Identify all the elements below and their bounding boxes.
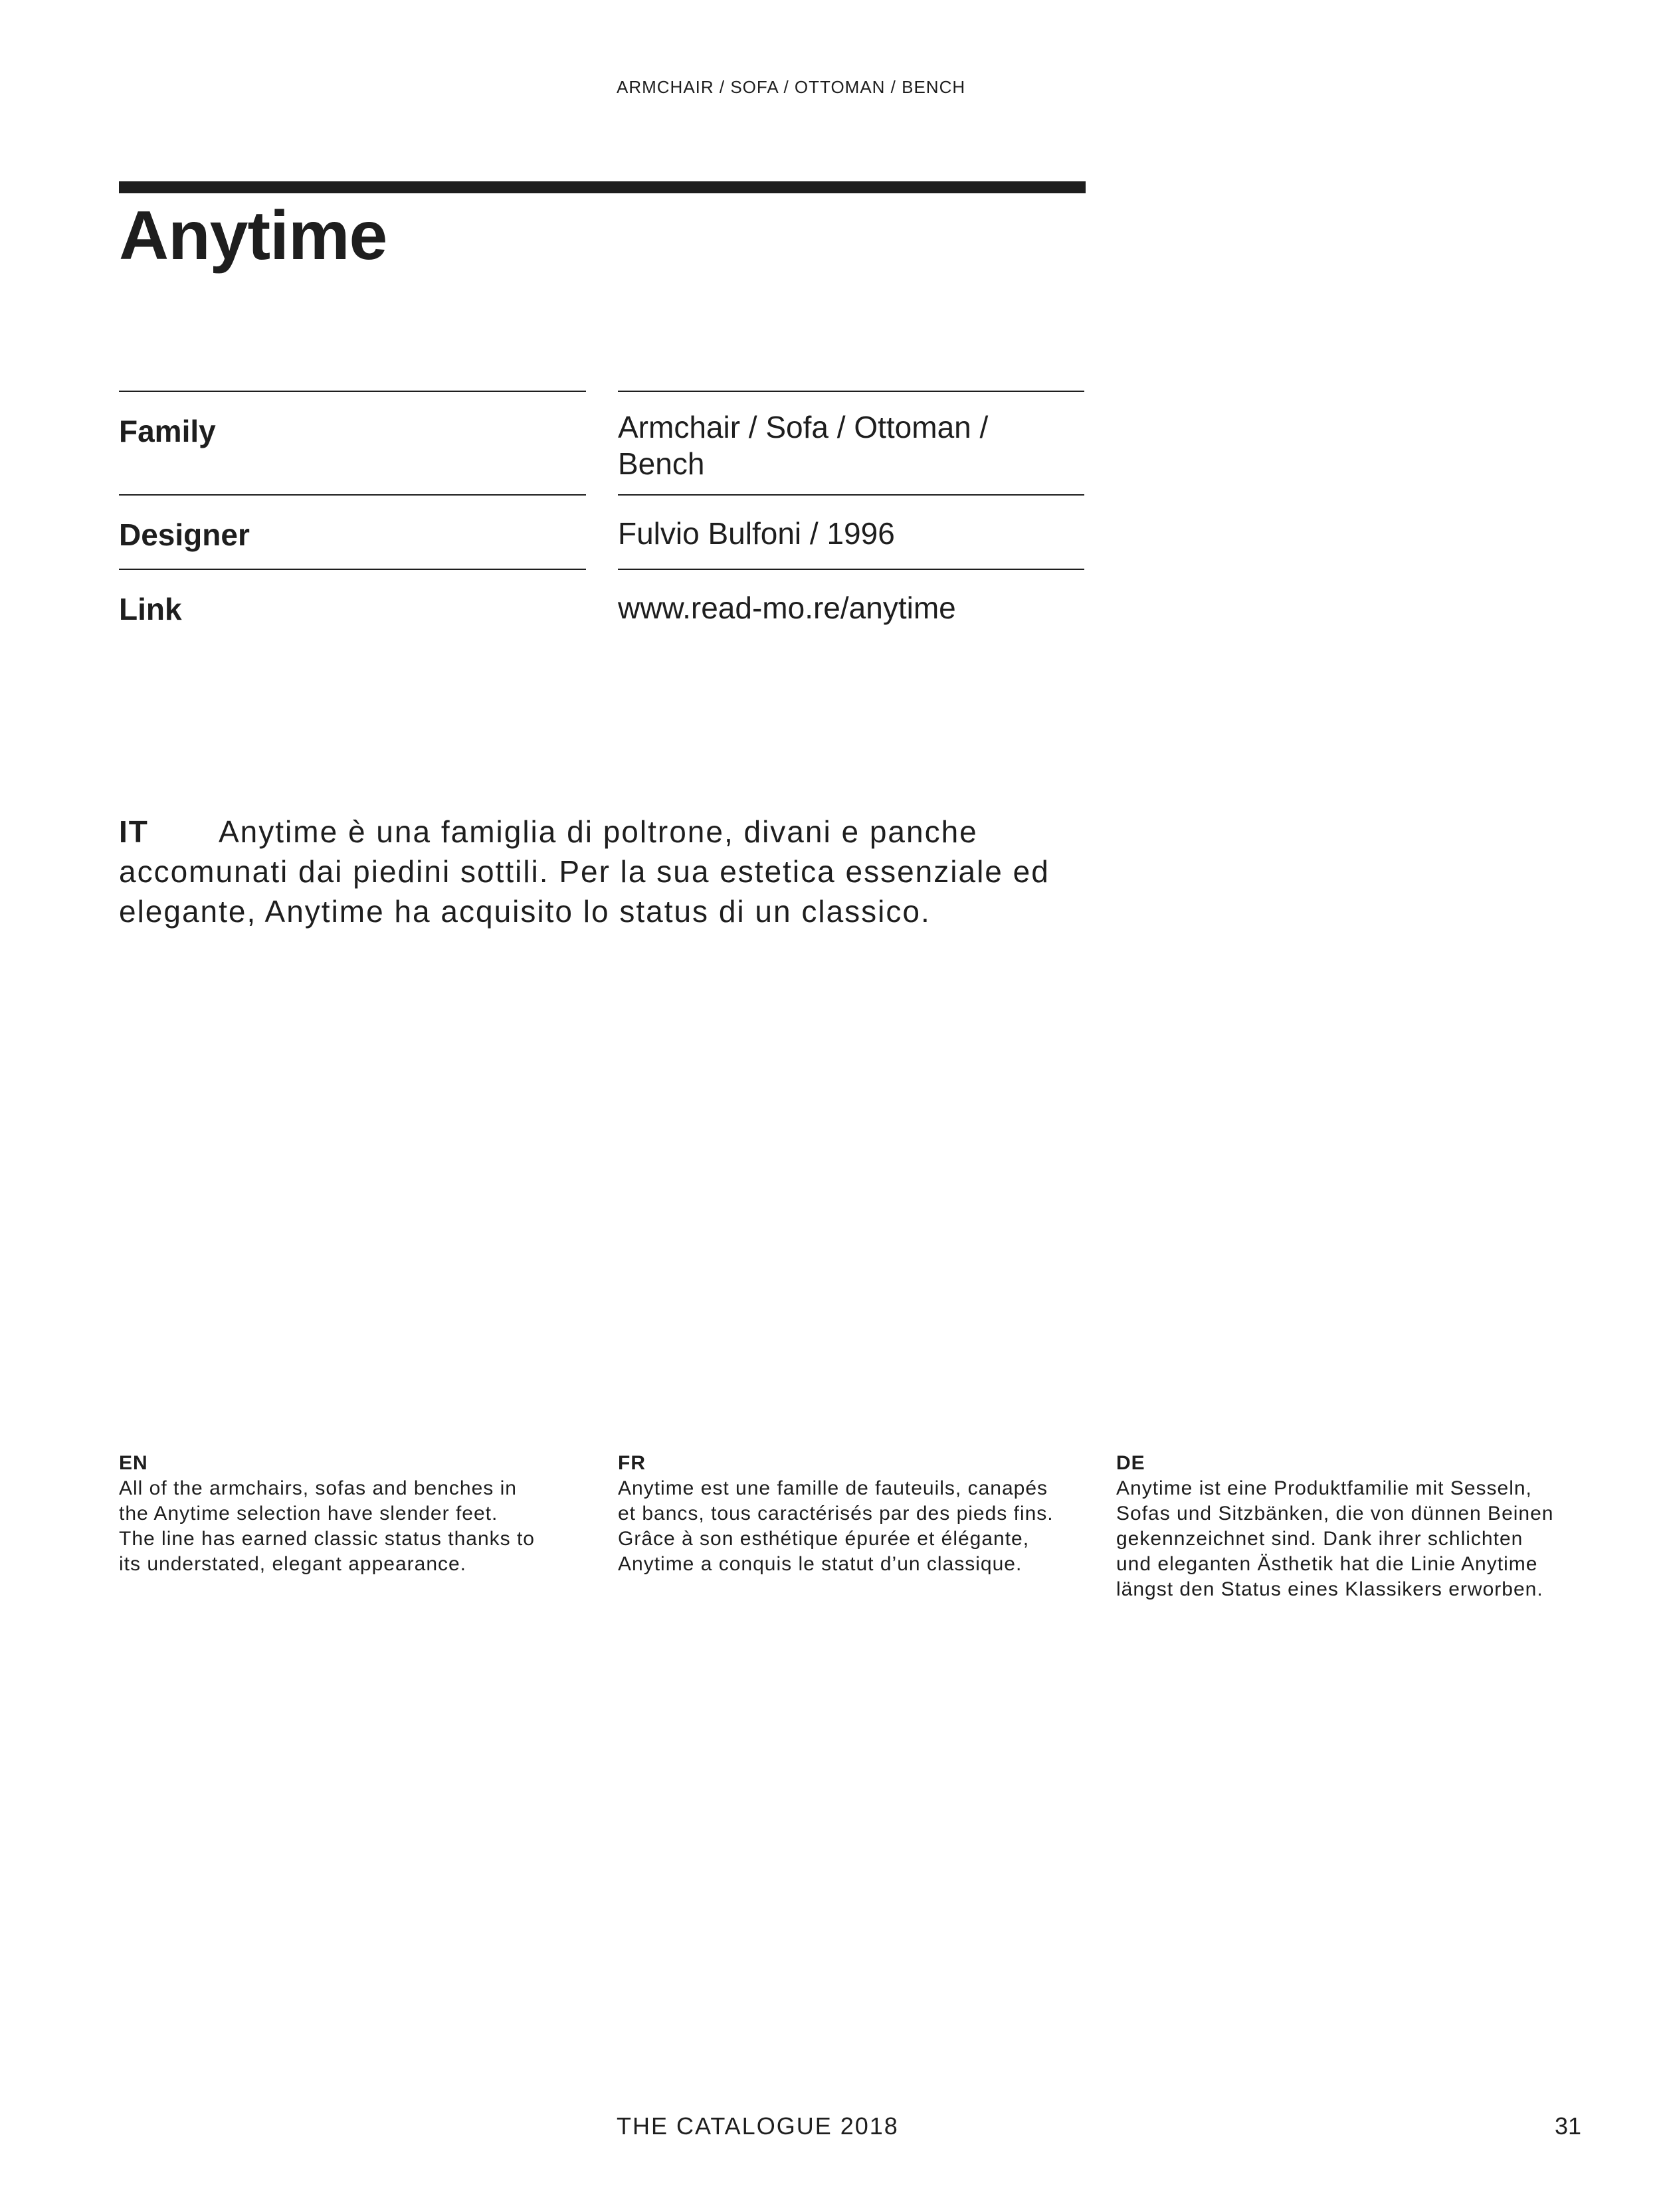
translation-de bbox=[1116, 1451, 1581, 1602]
spec-divider bbox=[119, 569, 586, 570]
spec-divider bbox=[618, 391, 1084, 392]
translation-line: its understated, elegant appearance. bbox=[119, 1553, 467, 1575]
translation-line: Anytime ist eine Produktfamilie mit Sesseln, bbox=[1116, 1477, 1532, 1499]
spec-value-family-line: Bench bbox=[618, 446, 705, 482]
translation-fr bbox=[618, 1451, 1083, 1577]
spec-value-family bbox=[618, 409, 1076, 482]
spec-value-designer: Fulvio Bulfoni / 1996 bbox=[618, 516, 895, 551]
intro-paragraph bbox=[119, 812, 1096, 931]
language-code-en: EN bbox=[119, 1452, 148, 1474]
translation-line: Sofas und Sitzbänken, die von dünnen Beinen bbox=[1116, 1503, 1554, 1524]
translation-line: gekennzeichnet sind. Dank ihrer schlichten bbox=[1116, 1528, 1523, 1550]
language-code-fr: FR bbox=[618, 1452, 646, 1474]
spec-label-family: Family bbox=[119, 414, 216, 448]
spec-value-link[interactable]: www.read-mo.re/anytime bbox=[618, 591, 956, 625]
translation-line: Anytime est une famille de fauteuils, canapés bbox=[618, 1477, 1048, 1499]
translation-line: The line has earned classic status thanks to bbox=[119, 1528, 535, 1550]
intro-language-code: IT bbox=[119, 814, 149, 849]
spec-label-link: Link bbox=[119, 592, 182, 626]
intro-text: Anytime è una famiglia di poltrone, divani e panche accomunati dai piedini sottili. Per la sua estetica essenziale ed elegante, Anytime ha acquisito lo status di un classico. bbox=[119, 814, 1050, 929]
translation-line: All of the armchairs, sofas and benches in bbox=[119, 1477, 517, 1499]
page-title: Anytime bbox=[119, 197, 387, 274]
page-number: 31 bbox=[1555, 2112, 1582, 2140]
spec-divider bbox=[119, 494, 586, 496]
translation-line: Grâce à son esthétique épurée et élégante, bbox=[618, 1528, 1030, 1550]
translation-line: und eleganten Ästhetik hat die Linie Anytime bbox=[1116, 1553, 1538, 1575]
spec-divider bbox=[618, 494, 1084, 496]
title-rule bbox=[119, 181, 1086, 193]
translation-line: the Anytime selection have slender feet. bbox=[119, 1503, 498, 1524]
translation-line: längst den Status eines Klassikers erworben. bbox=[1116, 1578, 1543, 1600]
translation-line: et bancs, tous caractérisés par des pieds fins. bbox=[618, 1503, 1054, 1524]
translation-line: Anytime a conquis le statut d’un classique. bbox=[618, 1553, 1023, 1575]
translation-en bbox=[119, 1451, 584, 1577]
language-code-de: DE bbox=[1116, 1452, 1145, 1474]
spec-label-designer: Designer bbox=[119, 517, 250, 552]
footer-catalogue-title: THE CATALOGUE 2018 bbox=[617, 2112, 899, 2140]
spec-divider bbox=[119, 391, 586, 392]
spec-value-family-line: Armchair / Sofa / Ottoman / bbox=[618, 410, 989, 444]
spec-divider bbox=[618, 569, 1084, 570]
running-head: ARMCHAIR / SOFA / OTTOMAN / BENCH bbox=[617, 77, 966, 97]
